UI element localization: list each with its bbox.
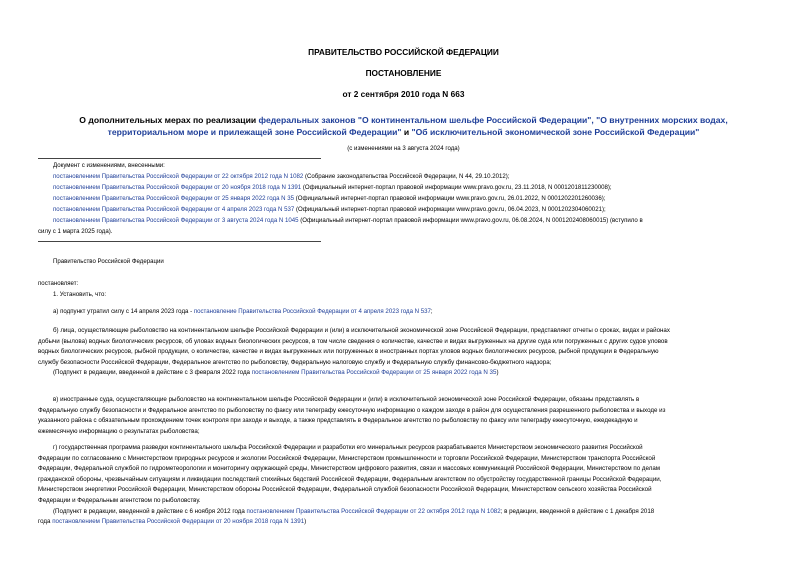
title-link-economic-zone[interactable]: "Об исключительной экономической зоне Российской Федерации": [411, 127, 700, 137]
edit-note-end: ): [304, 518, 307, 526]
title-prefix: О дополнительных мерах по реализации: [79, 115, 259, 125]
text-line: добычи (вылова) водных биологических ресурсов, об уловах водных биологических ресурсов, в том числе сведения о количестве, качестве и видах выгруженных на другие суда или погруженных с других судов уловов: [38, 337, 668, 345]
subpoint-g: [38, 443, 769, 528]
edit-note: [38, 368, 769, 379]
edit-note-year: года: [38, 518, 53, 526]
edit-note-link[interactable]: постановлением Правительства Российской Федерации от 22 октября 2012 года N 1082: [246, 507, 501, 515]
amendment-source: (Официальный интернет-портал правовой информации www.pravo.gov.ru, 06.08.2024, N 0001202408060015) (вступило в: [298, 217, 643, 224]
amendment-link[interactable]: постановлением Правительства Российской Федерации от 22 октября 2012 года N 1082: [53, 173, 304, 180]
title-link-territorial-sea[interactable]: территориальном море и прилежащей зоне Российской Федерации": [107, 127, 402, 137]
document-type: ПОСТАНОВЛЕНИЕ: [365, 68, 442, 78]
subpoint-b: [38, 326, 769, 379]
subpoint-a-text: а) подпункт утратил силу с 14 апреля 2023 года -: [53, 308, 194, 315]
amendment-link[interactable]: постановлением Правительства Российской Федерации от 3 августа 2024 года N 1045: [53, 217, 299, 224]
text-line: водных биологических ресурсов, рыбной продукции, о количестве, качестве и видах выгруженных или погруженных в иностранных портах уловов водных биологических ресурсов, рыбной продукции в Федеральную: [38, 348, 659, 356]
amendment-source: (Собрание законодательства Российской Федерации, N 44, 29.10.2012);: [303, 173, 510, 180]
text-line: Федерации по согласованию с Министерством природных ресурсов и экологии Российской Федерации, Министерством промышленности и торговли Российской Федерации, Министерством транспорта Российской: [38, 454, 656, 462]
edit-note: [38, 507, 769, 518]
text-line: Министерством энергетики Российской Федерации, Министерством обороны Российской Федерации, Федеральной службой безопасности Российской Федерации, Министерством сельского хозяйства Российской: [38, 486, 652, 494]
edit-note-link[interactable]: постановлением Правительства Российской Федерации от 20 ноября 2018 года N 1391: [52, 518, 305, 526]
edit-note-text: (Подпункт в редакции, введенной в действие с 6 ноября 2012 года: [53, 507, 247, 515]
title-link-laws[interactable]: федеральных законов "О континентальном шельфе Российской Федерации", "О внутренних морских водах,: [258, 115, 728, 125]
point-1: 1. Установить, что:: [53, 291, 107, 298]
text-line: Федерации и Федеральным агентством по рыболовству.: [38, 496, 201, 504]
divider-bottom: [38, 241, 321, 242]
document-title: [0, 114, 807, 138]
text-line: г) государственная программа разведки континентального шельфа Российской Федерации и разработки его минеральных ресурсов разрабатывается Министерством экономического развития Российской: [53, 444, 643, 451]
amendment-item: [53, 215, 643, 226]
amendment-link[interactable]: постановлением Правительства Российской Федерации от 4 апреля 2023 года N 537: [53, 206, 295, 213]
amendment-item: [53, 171, 510, 182]
text-line: Федеральную службу безопасности и Федеральное агентство по рыболовству по факсу или телеграфу ежесуточную информацию о каждом заходе в район для осуществления разрешенного рыболовства и выходе из: [38, 406, 666, 414]
edit-note-mid: ; в редакции, введенной в действие с 1 декабря 2018: [500, 507, 655, 515]
text-line: ежемесячную информацию о результатах рыболовства;: [38, 427, 200, 435]
amendment-source: (Официальный интернет-портал правовой информации www.pravo.gov.ru, 06.04.2023, N 0001202304060021);: [294, 206, 606, 213]
amendment-source: (Официальный интернет-портал правовой информации www.pravo.gov.ru, 26.01.2022, N 0001202201260036);: [294, 195, 606, 202]
edit-note-continued: [38, 517, 769, 528]
text-line: гражданской обороны, чрезвычайным ситуациям и ликвидации последствий стихийных бедствий Российской Федерации, Федеральным агентством по обустройству государственной границы Российской Федерации,: [38, 475, 662, 483]
amendment-link[interactable]: постановлением Правительства Российской Федерации от 20 ноября 2018 года N 1391: [53, 184, 302, 191]
divider-top: [38, 158, 321, 159]
government-name: ПРАВИТЕЛЬСТВО РОССИЙСКОЙ ФЕДЕРАЦИИ: [308, 47, 499, 57]
amendments-intro: Документ с изменениями, внесенными:: [53, 162, 165, 169]
text-line: в) иностранные суда, осуществляющие рыболовство на континентальном шельфе Российской Федерации и (или) в исключительной экономической зоне Российской Федерации, обязаны представлять в: [53, 396, 640, 403]
edit-note-text: (Подпункт в редакции, введенной в действие с 3 февраля 2022 года: [53, 369, 252, 377]
amendment-link[interactable]: постановлением Правительства Российской Федерации от 25 января 2022 года N 35: [53, 195, 295, 202]
amendment-item: [53, 204, 606, 215]
subpoint-a-link[interactable]: постановление Правительства Российской Федерации от 4 апреля 2023 года N 537: [193, 308, 431, 315]
edition-note: (с изменениями на 3 августа 2024 года): [347, 145, 460, 152]
amendment-item: [53, 182, 612, 193]
amendment-source: (Официальный интернет-портал правовой информации www.pravo.gov.ru, 23.11.2018, N 0001201811230008);: [301, 184, 612, 191]
subpoint-a-end: ;: [430, 308, 433, 315]
text-line: указанного района с обязательным прохождением точек контроля при заходе и выходе, а также представлять в Федеральное агентство по рыболовству по факсу или телеграфу ежесуточную, ежедекадную и: [38, 417, 638, 425]
subpoint-a: [53, 306, 433, 317]
document-date-number: от 2 сентября 2010 года N 663: [342, 89, 465, 99]
amendments-tail: силу с 1 марта 2025 года).: [38, 228, 113, 235]
amendment-item: [53, 193, 605, 204]
resolves-word: постановляет:: [38, 280, 79, 287]
edit-note-link[interactable]: постановлением Правительства Российской Федерации от 25 января 2022 года N 35: [251, 369, 497, 377]
text-line: б) лица, осуществляющие рыболовство на континентальном шельфе Российской Федерации и (или) в исключительной экономической зоне Российской Федерации, представляют отчеты о сроках, видах и районах: [53, 327, 670, 334]
text-line: службу безопасности Российской Федерации, Федеральное агентство по рыболовству, Федеральную налоговую службу и Федеральную службу финансово-бюджетного надзора;: [38, 358, 552, 366]
government-subject: Правительство Российской Федерации: [53, 258, 164, 265]
subpoint-v: [38, 395, 769, 437]
title-and: и: [401, 127, 412, 137]
text-line: Федерации, Федеральной службой по гидрометеорологии и мониторингу окружающей среды, Министерством цифрового развития, связи и массовых коммуникаций Российской Федерации, Министерством по делам: [38, 465, 661, 473]
edit-note-end: ): [496, 369, 499, 377]
